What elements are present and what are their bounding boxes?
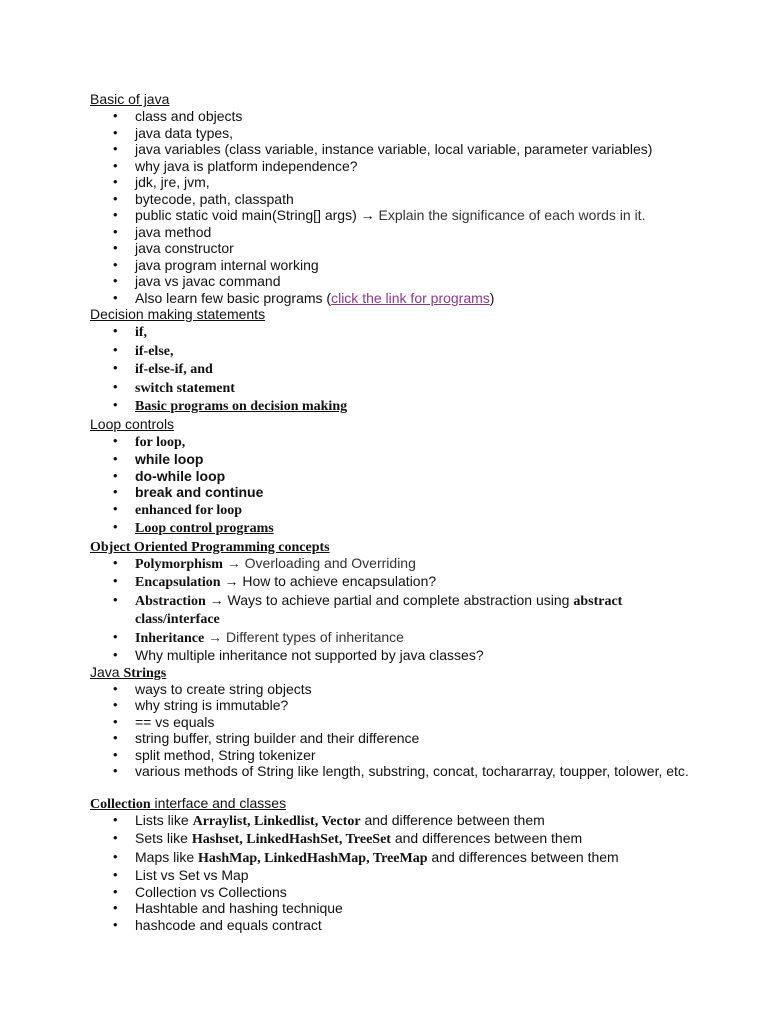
list-basic-of-java	[90, 108, 690, 306]
list-item: • ways to create string objects	[113, 680, 312, 697]
list-java-strings	[90, 681, 690, 780]
bullet: •	[113, 341, 118, 357]
bullet: •	[113, 397, 118, 412]
list-item: • java vs javac command	[113, 273, 281, 289]
list-item: • hashcode and equals contract	[113, 916, 322, 933]
list-item: • java data types,	[113, 124, 234, 141]
list-item: • Abstraction → Ways to achieve partial and complete abstraction using abstract class/interface	[113, 591, 623, 627]
bullet: •	[113, 467, 118, 483]
list-item: • jdk, jre, jvm,	[113, 174, 210, 190]
bullet: •	[113, 883, 118, 899]
bullet: •	[113, 273, 118, 288]
bullet: •	[113, 432, 118, 448]
bullet: •	[113, 830, 118, 845]
bullet: •	[113, 763, 118, 778]
bullet: •	[113, 323, 118, 338]
heading-loop-controls: Loop controls	[90, 415, 175, 432]
list-item: • why java is platform independence?	[113, 157, 358, 174]
bullet: •	[113, 207, 118, 222]
bullet: •	[113, 848, 118, 864]
bullet: •	[113, 451, 118, 466]
list-item: • Collection vs Collections	[113, 883, 287, 900]
list-item: • public static void main(String[] args) → Explain the significance of each words in it.	[113, 207, 646, 223]
heading-collection: Collection interface and classes	[90, 794, 287, 812]
bullet: •	[113, 108, 118, 123]
bullet: •	[113, 190, 118, 206]
list-item: • break and continue	[113, 484, 264, 500]
bullet: •	[113, 289, 118, 305]
bullet: •	[113, 124, 118, 140]
heading-java-strings: Java Strings	[90, 663, 167, 681]
list-item	[90, 519, 690, 538]
bullet: •	[113, 900, 118, 915]
list-item: • for loop,	[113, 432, 186, 450]
list-item: • List vs Set vs Map	[113, 867, 249, 883]
list-decision-making	[90, 323, 690, 416]
bullet: •	[113, 519, 118, 534]
list-item: • java variables (class variable, instance variable, local variable, parameter variables)	[113, 141, 653, 157]
list-item: • Inheritance → Different types of inheritance	[113, 628, 404, 646]
bullet: •	[113, 867, 118, 882]
bullet: •	[113, 713, 118, 729]
list-item: • enhanced for loop	[113, 500, 243, 518]
bullet: •	[113, 378, 118, 394]
list-oop-concepts	[90, 555, 690, 664]
bullet: •	[113, 554, 118, 570]
bullet: •	[113, 174, 118, 189]
bullet: •	[113, 647, 118, 662]
bullet: •	[113, 360, 118, 375]
bullet: •	[113, 157, 118, 173]
decision-programs-link[interactable]: Basic programs on decision making	[135, 399, 348, 414]
heading-basic-of-java: Basic of java	[90, 91, 170, 107]
list-item: • Sets like Hashset, LinkedHashSet, TreeSet and differences between them	[113, 830, 583, 847]
loop-programs-link[interactable]: Loop control programs	[135, 521, 274, 536]
bullet: •	[113, 240, 118, 255]
bullet: •	[113, 680, 118, 696]
document-content	[90, 91, 690, 933]
list-item: • if-else,	[113, 341, 174, 359]
list-item: • bytecode, path, classpath	[113, 190, 294, 207]
list-item: • if-else-if, and	[113, 360, 213, 377]
list-item: • java constructor	[113, 240, 234, 256]
list-item: • if,	[113, 323, 148, 340]
list-item: • Also learn few basic programs (click the link for programs)	[113, 289, 495, 306]
list-item: • string buffer, string builder and their difference	[113, 730, 420, 746]
bullet: •	[113, 500, 118, 516]
list-item	[90, 397, 690, 416]
list-loop-controls	[90, 433, 690, 538]
bullet: •	[113, 746, 118, 762]
list-item: • do-while loop	[113, 467, 226, 484]
list-item: • Why multiple inheritance not supported by java classes?	[113, 647, 484, 663]
list-item: • Hashtable and hashing technique	[113, 900, 343, 916]
programs-link[interactable]: click the link for programs	[331, 289, 490, 306]
heading-oop-concepts: Object Oriented Programming concepts	[90, 539, 330, 555]
bullet: •	[113, 811, 118, 827]
list-item: • Polymorphism → Overloading and Overriding	[113, 554, 416, 572]
bullet: •	[113, 916, 118, 932]
list-item: • while loop	[113, 451, 204, 467]
list-item: • Lists like Arraylist, Linkedlist, Vector and difference between them	[113, 811, 545, 829]
list-item: • Encapsulation → How to achieve encapsulation?	[113, 573, 437, 590]
list-item: • why string is immutable?	[113, 697, 289, 713]
bullet: •	[113, 141, 118, 156]
bullet: •	[113, 591, 118, 607]
list-collection	[90, 812, 690, 934]
heading-decision-making: Decision making statements	[90, 306, 266, 322]
list-item: • Maps like HashMap, LinkedHashMap, TreeMap and differences between them	[113, 848, 619, 866]
list-item: • various methods of String like length, substring, concat, tochararray, toupper, tolower, etc.	[113, 763, 689, 779]
bullet: •	[113, 697, 118, 712]
bullet: •	[113, 223, 118, 239]
list-item: • java program internal working	[113, 256, 319, 273]
bullet: •	[113, 730, 118, 745]
list-item: • switch statement	[113, 378, 235, 396]
bullet: •	[113, 484, 118, 499]
list-item: • split method, String tokenizer	[113, 746, 316, 763]
bullet: •	[113, 628, 118, 644]
spacer	[90, 780, 690, 795]
bullet: •	[113, 256, 118, 272]
list-item: • class and objects	[113, 108, 243, 124]
list-item: • == vs equals	[113, 713, 215, 730]
bullet: •	[113, 573, 118, 588]
list-item: • java method	[113, 223, 212, 240]
